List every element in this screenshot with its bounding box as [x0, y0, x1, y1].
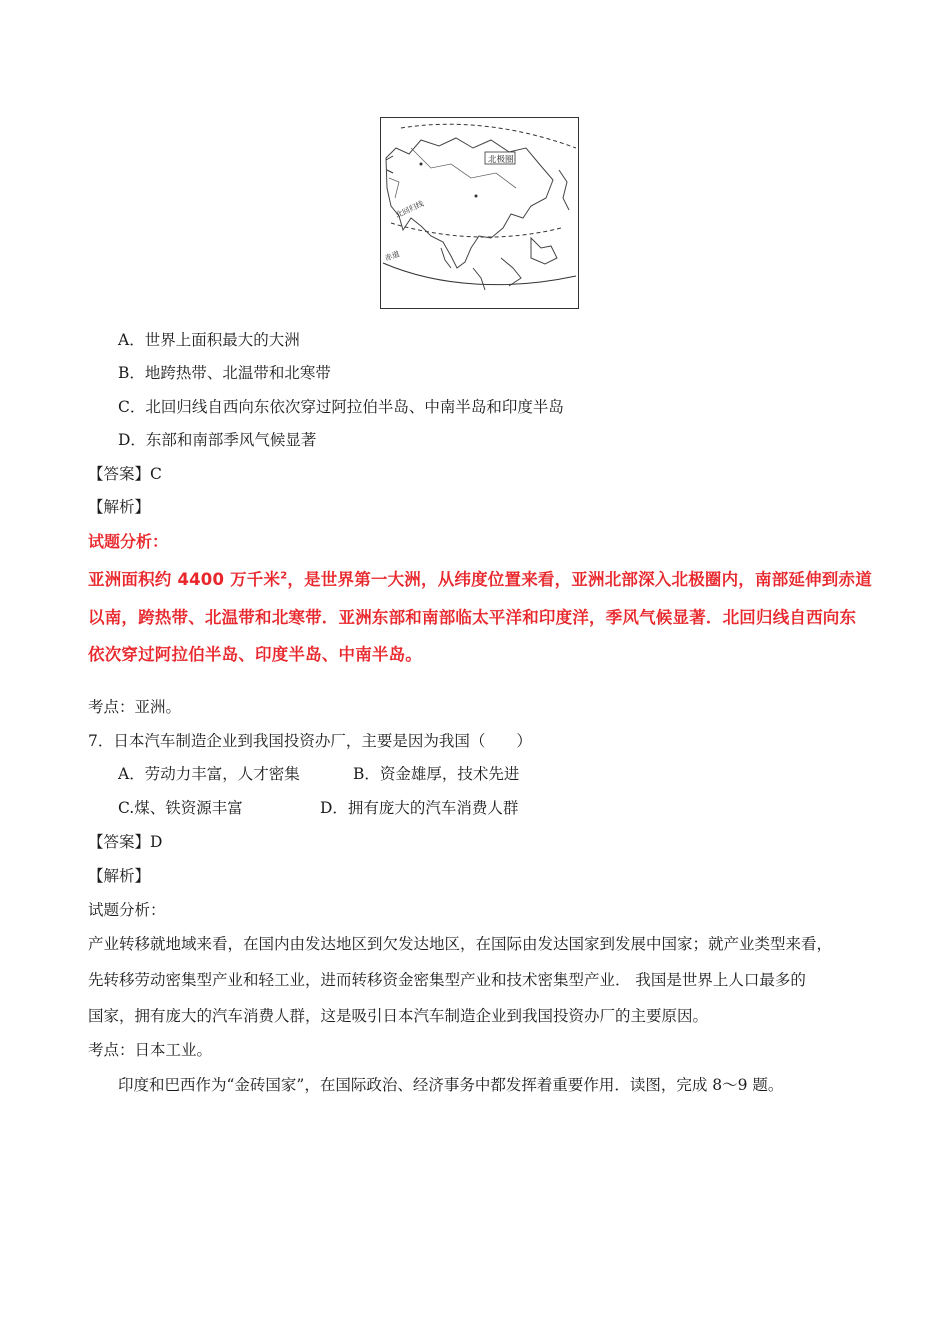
- intro-questions-8-9: 印度和巴西作为“金砖国家”，在国际政治、经济事务中都发挥着重要作用．读图，完成 8～9 题。: [118, 1076, 784, 1094]
- q7-analysis-line-1: 产业转移就地域来看，在国内由发达地区到欠发达地区，在国际由发达国家到发展中国家；就产业类型来看，: [88, 935, 833, 953]
- q7-answer: 【答案】D: [88, 833, 163, 851]
- arctic-circle-label: 北极圈: [488, 155, 514, 165]
- q6-analysis-heading: 【解析】: [88, 498, 151, 516]
- q7-analysis-line-3: 国家，拥有庞大的汽车消费人群，这是吸引日本汽车制造企业到我国投资办厂的主要原因。: [88, 1007, 709, 1025]
- q7-analysis-line-2: 先转移劳动密集型产业和轻工业，进而转移资金密集型产业和技术密集型产业． 我国是世界上人口最多的: [88, 971, 806, 989]
- equator-line: [383, 263, 576, 285]
- q7-option-d: D．拥有庞大的汽车消费人群: [320, 799, 519, 817]
- q6-analysis-line-1: 亚洲面积约 4400 万千米$^2$，是世界第一大洲，从纬度位置来看，亚洲北部深入北极圈内，南部延伸到赤道: [88, 570, 872, 589]
- tropic-line: [391, 223, 561, 237]
- tropic-label: 北回归线: [394, 198, 426, 220]
- q6-analysis-line-3: 依次穿过阿拉伯半岛、印度半岛、中南半岛。: [88, 645, 422, 664]
- q7-option-b: B．资金雄厚，技术先进: [353, 765, 520, 783]
- q7-analysis-heading: 【解析】: [88, 867, 151, 885]
- q7-question: 7．日本汽车制造企业到我国投资办厂，主要是因为我国（ ）: [88, 732, 532, 750]
- q6-option-a: A．世界上面积最大的大洲: [118, 331, 300, 349]
- q6-analysis-line-2: 以南，跨热带、北温带和北寒带．亚洲东部和南部临太平洋和印度洋，季风气候显著．北回归线自西向东: [88, 608, 857, 627]
- asia-map: [380, 117, 579, 309]
- q7-option-a: A．劳动力丰富，人才密集: [118, 765, 300, 783]
- q6-option-c: C．北回归线自西向东依次穿过阿拉伯半岛、中南半岛和印度半岛: [118, 398, 564, 416]
- q6-kaodian: 考点：亚洲。: [88, 698, 182, 716]
- q6-option-d: D．东部和南部季风气候显著: [118, 431, 317, 449]
- q7-option-c: C.煤、铁资源丰富: [118, 799, 243, 817]
- asia-map-drawing: [381, 118, 578, 308]
- arctic-circle-line: [401, 124, 576, 148]
- equator-label: 赤道: [383, 249, 401, 263]
- q7-analysis-title: 试题分析：: [88, 901, 166, 919]
- q6-analysis-title: 试题分析：: [88, 532, 169, 551]
- q6-answer: 【答案】C: [88, 465, 162, 483]
- q6-option-b: B．地跨热带、北温带和北寒带: [118, 364, 331, 382]
- q7-kaodian: 考点：日本工业。: [88, 1041, 213, 1059]
